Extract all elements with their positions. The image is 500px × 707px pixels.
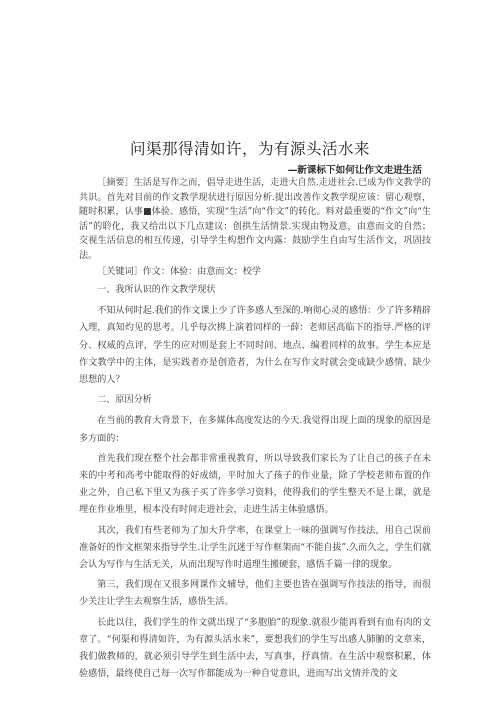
section-2-paragraph-3: 第三，我们现在又很多网课作文辅导，他们主要也皆在强调写作技法的指导，而很少关注让学生去观察生活，感悟生活。 — [79, 580, 431, 608]
section-heading-2: 二、原因分析 — [97, 395, 152, 406]
abstract-paragraph: ［摘要］生活是写作之而，倡导走进生活，走进大自然.走进社会.已成为作文教学的共识。首先对目前的作文教学现状进行原因分析.提出改善作文教学现应该：留心观察，随时积累，认事■体验、感悟，实现“生活”向“作文”的转化。料对最重要的“作文”向“生活”的聆化，我又给出以下几点建议：创拱生活情景.实现由物及意，由意而文的自然；交视生活信息的相互传递，引导学生构想作文内露：鼓励学生自由写生活作文，巩固技法。 — [79, 178, 431, 261]
section-2-paragraph-1: 首先我们现在整个社会都非常重视教育，所以导致我们家长为了让自己的孩子在未来的中考和高考中能取得的好成绩，平时加大了孩子的作业量，除了学校老师布置的作业之外，自己私下里又为孩子买了许多学习资料，使得我们的学生整天不是上课，就是埋在作业堆里，根本没有时间走进社会，走进生活主体验感悟。 — [79, 453, 431, 516]
section-2-paragraph-4: 长此以往，我们学生的作文就出现了“多胞胎”的现象.就很少能再看到有血有肉的文章了。“何渠和得清如许，为有源头活水来”，要想我们的学生写出感人肺腑的文章来，我们做教师的，就必须引导学生到生活中去，写真事，抒真情。在生活中观察积累，体验感悟，最终使自己每一次写作都能成为一种自觉意识，进而写出文情并茂的文 — [79, 617, 431, 680]
article-title: 问渠那得清如许，为有源头活水来 — [129, 140, 370, 158]
keywords-paragraph: ［关键词］作文：体验：由意而文：校学 — [97, 267, 261, 277]
section-1-paragraph: 不知从何时起.我们的作文课上少了许多感人至深的.响彻心灵的感悟：少了许多精辟入理，真知灼见的思考。几乎每次梆上演着同样的一薛：老师居高临下的指导.严格的评分、权威的点评，学生的应对则是套上不同时间、地点、编着同样的故事。学生本应是作文教学中的主体，是实践者亦是创造者，为什么在写作文时就会变成缺少感情、缺少思想的人？ — [79, 306, 431, 386]
article-body — [79, 176, 431, 686]
section-2-paragraph-2: 其次，我们有些老师为了加大升学率，在课堂上一味的强调写作技法，用自己误前准备好的作文框架来指导学生.让学生沉迷于写作框架而“不能自拔”.久而久之，学生们就会认为写作与生活无关，从而出现写作时道理生搬硬套，感悟千篇一律的现象。 — [79, 525, 431, 571]
section-heading-1: 一、我所认识的作文教学现状 — [97, 285, 216, 295]
article-subtitle: —新课标下如何让作文走进生活 — [287, 165, 422, 176]
section-2-intro: 在当前的教育大背景下，在多媒体高度发达的今天.我觉得出现上面的现象的原因是多方面的： — [79, 416, 431, 444]
